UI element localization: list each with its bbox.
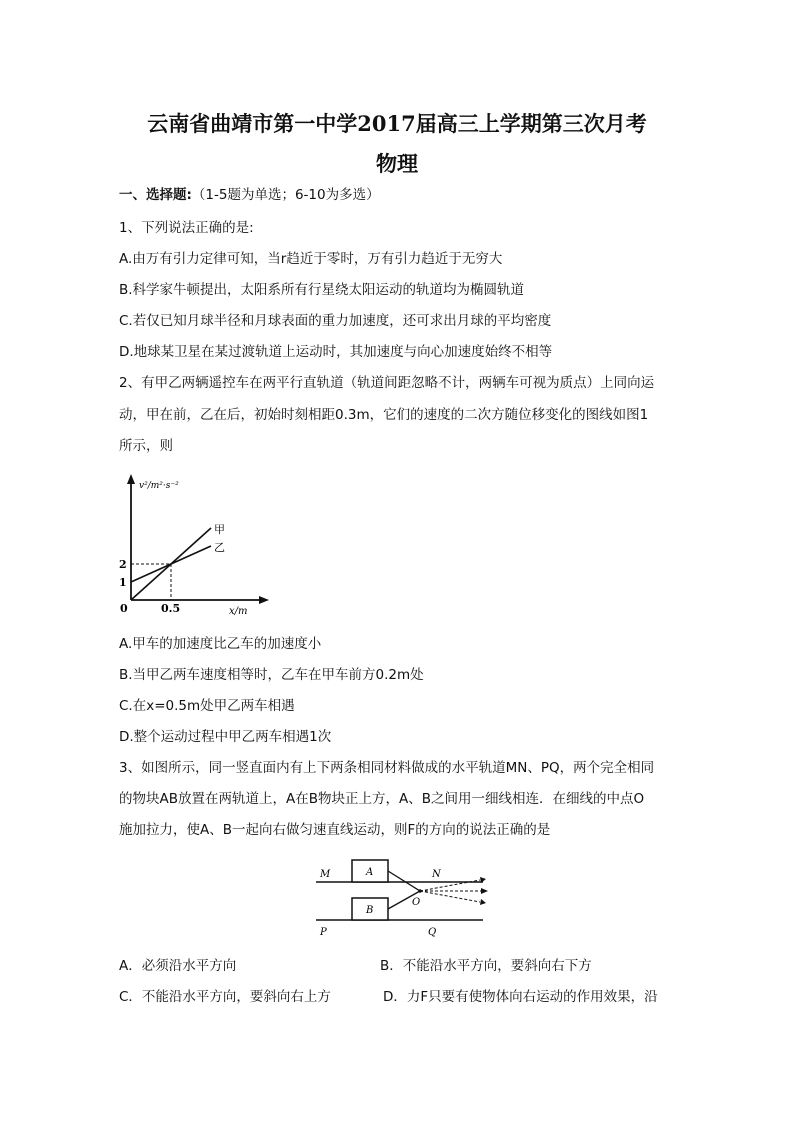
- q3-option-d: D．力F只要有使物体向右运动的作用效果，沿: [383, 989, 658, 1005]
- q1-option-a: A.由万有引力定律可知，当r趋近于零时，万有引力趋近于无穷大: [119, 251, 503, 267]
- label-n: N: [432, 869, 441, 880]
- label-o: O: [412, 897, 421, 908]
- q1-option-c: C.若仅已知月球半径和月球表面的重力加速度，还可求出月球的平均密度: [119, 313, 552, 329]
- q2-option-c: C.在x=0.5m处甲乙两车相遇: [119, 698, 295, 714]
- q2-stem-line-3: 所示，则: [119, 438, 173, 454]
- section-note: （1-5题为单选；6-10为多选）: [191, 187, 380, 203]
- q3-option-c: C．不能沿水平方向，要斜向右上方: [119, 989, 331, 1005]
- section-heading: [119, 186, 380, 204]
- q1-option-d: D.地球某卫星在某过渡轨道上运动时，其加速度与向心加速度始终不相等: [119, 344, 553, 360]
- q2-option-a: A.甲车的加速度比乙车的加速度小: [119, 636, 322, 652]
- q3-stem-line-3: 施加拉力，使A、B一起向右做匀速直线运动，则F的方向的说法正确的是: [119, 822, 551, 838]
- y-tick-label-1: 1: [119, 576, 127, 589]
- label-b: B: [366, 905, 374, 916]
- label-a: A: [366, 867, 374, 878]
- x-axis-label: x/m: [229, 606, 248, 617]
- q2-option-b: B.当甲乙两车速度相等时，乙车在甲车前方0.2m处: [119, 667, 424, 683]
- q3-figure-rails: [308, 855, 498, 940]
- label-p: P: [320, 927, 327, 938]
- y-axis-label: v²/m²·s⁻²: [139, 481, 179, 491]
- x-axis-arrow: [259, 596, 269, 604]
- section-label: 一、选择题:: [119, 187, 192, 203]
- force-down-dashed: [420, 891, 480, 902]
- q2-figure-chart: [115, 472, 275, 617]
- q2-option-d: D.整个运动过程中甲乙两车相遇1次: [119, 729, 332, 745]
- q1-stem: 1、下列说法正确的是:: [119, 220, 254, 236]
- series-label-2: 乙: [214, 541, 225, 554]
- q2-stem-line-2: 动，甲在前，乙在后，初始时刻相距0.3m，它们的速度的二次方随位移变化的图线如图1: [119, 407, 649, 423]
- subject-title: 物理: [376, 151, 418, 176]
- exam-title: 云南省曲靖市第一中学2017届高三上学期第三次月考: [147, 111, 647, 136]
- q2-stem-line-1: 2、有甲乙两辆遥控车在两平行直轨道（轨道间距忽略不计，两辆车可视为质点）上同向运: [119, 375, 655, 391]
- q3-option-b: B．不能沿水平方向，要斜向右下方: [380, 958, 592, 974]
- q3-stem-line-1: 3、如图所示，同一竖直面内有上下两条相同材料做成的水平轨道MN、PQ，两个完全相同: [119, 760, 655, 776]
- y-axis-arrow: [127, 474, 135, 484]
- arrow-horizontal-head: [481, 888, 488, 894]
- q3-stem-line-2: 的物块AB放置在两轨道上，A在B物块正上方，A、B之间用一细线相连．在细线的中点O: [119, 791, 645, 807]
- y-tick-label-2: 2: [119, 558, 127, 571]
- arrow-down-head: [480, 899, 486, 905]
- origin-label: 0: [120, 602, 128, 615]
- q3-option-a: A．必须沿水平方向: [119, 958, 237, 974]
- q1-option-b: B.科学家牛顿提出，太阳系所有行星绕太阳运动的轨道均为椭圆轨道: [119, 282, 525, 298]
- x-tick-label-0-5: 0.5: [161, 602, 181, 615]
- string-a: [388, 871, 420, 891]
- series-label-1: 甲: [214, 523, 225, 536]
- label-m: M: [320, 869, 331, 880]
- label-q: Q: [428, 927, 437, 938]
